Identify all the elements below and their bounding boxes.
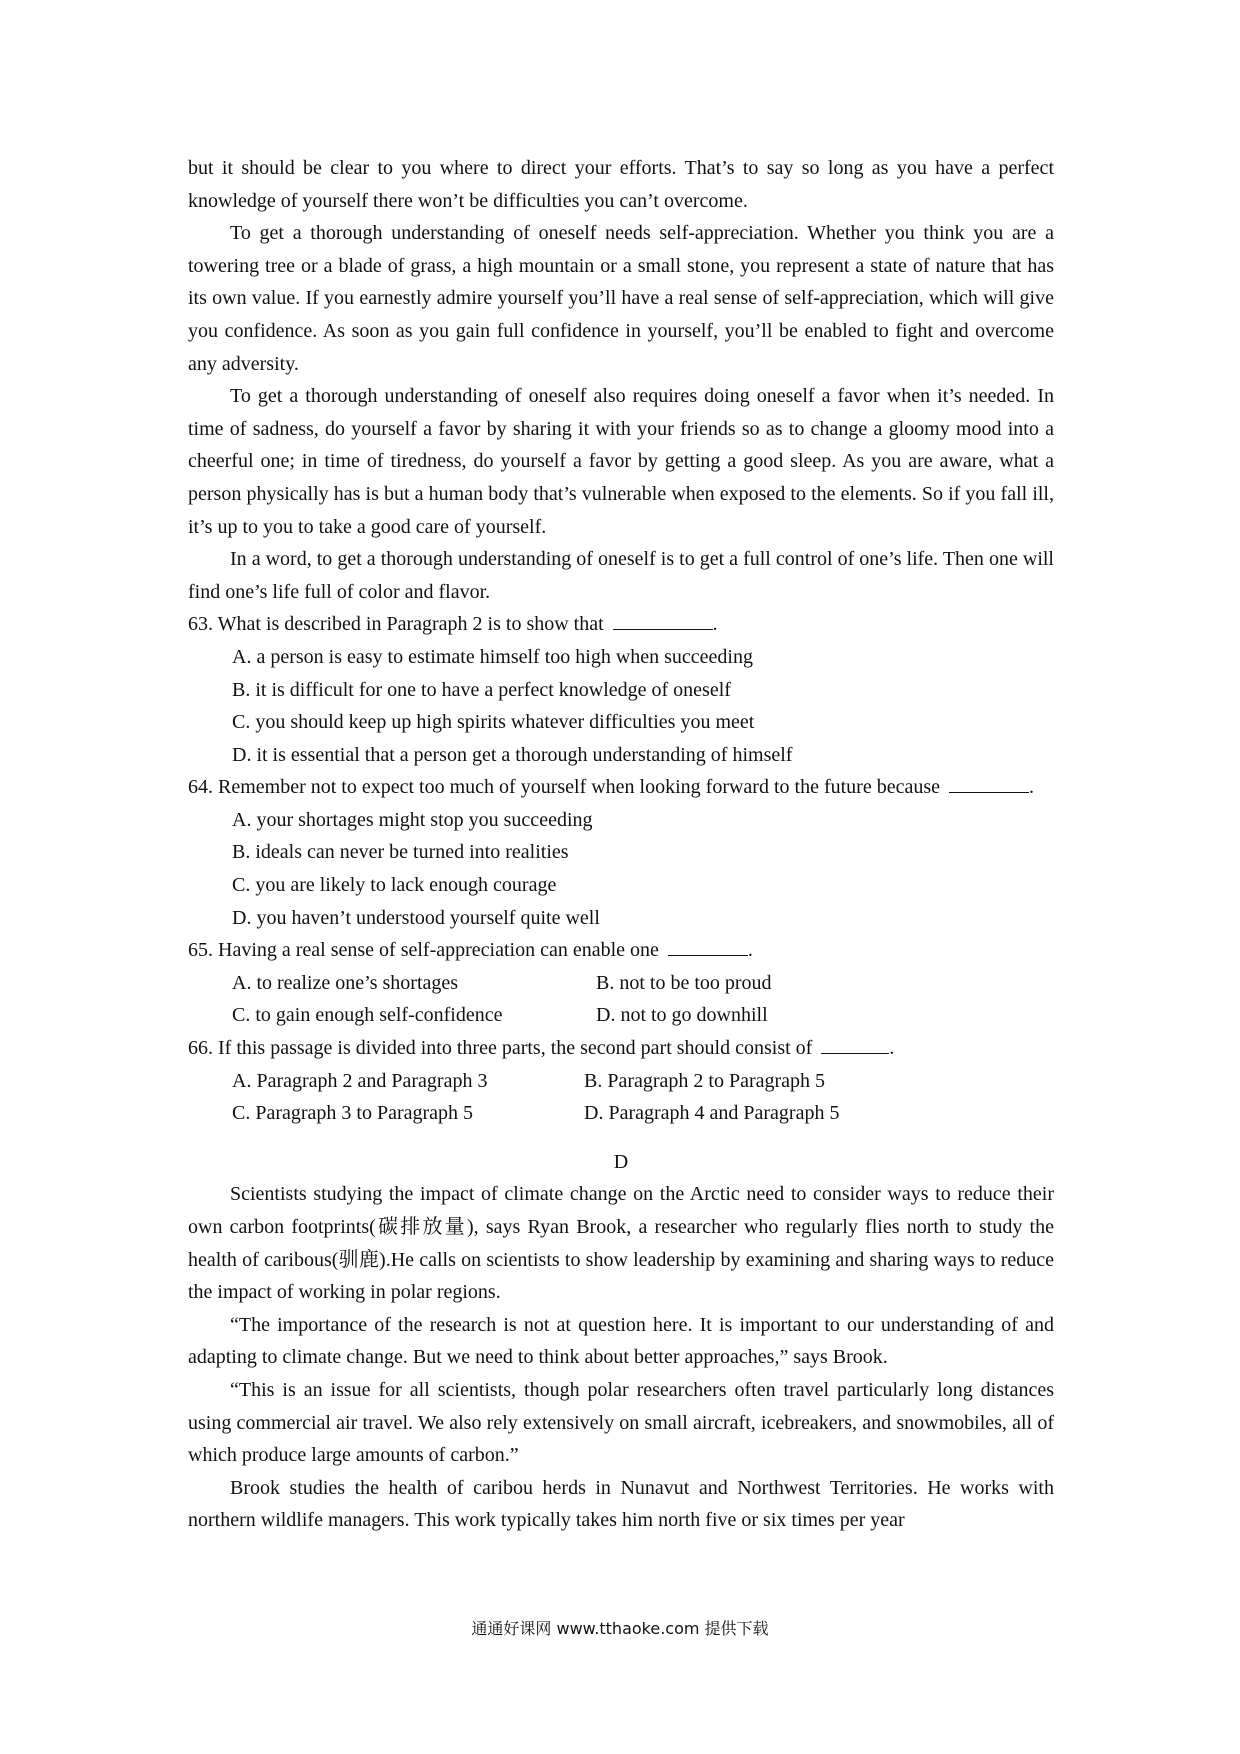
option-a: A. to realize one’s shortages <box>232 971 459 994</box>
option-b: B. ideals can never be turned into realities <box>232 841 569 864</box>
option-d: D. Paragraph 4 and Paragraph 5 <box>584 1102 840 1125</box>
option-d: D. you haven’t understood yourself quite well <box>232 906 600 929</box>
question-64 <box>188 771 1054 934</box>
section-heading: D <box>613 1150 629 1173</box>
passage-c-paragraph-1: but it should be clear to you where to direct your efforts. That’s to say so long as you have a perfect knowledge of yourself there won’t be difficulties you can’t overcome. <box>188 157 1054 212</box>
passage-c-paragraph-3: To get a thorough understanding of oneself also requires doing oneself a favor when it’s needed. In time of sadness, do yourself a favor by sharing it with your friends so as to change a gloomy mood into a cheerful one; in time of tiredness, do yourself a favor by getting a good sleep. As you are aware, what a person physically has is but a human body that’s vulnerable when exposed to the elements. So if you fall ill, it’s up to you to take a good care of yourself. <box>188 385 1054 538</box>
option-c: C. Paragraph 3 to Paragraph 5 <box>232 1102 474 1125</box>
option-a: A. a person is easy to estimate himself too high when succeeding <box>232 645 753 668</box>
option-a: A. your shortages might stop you succeeding <box>232 808 593 831</box>
end-mark: . <box>712 613 718 636</box>
question-66 <box>188 1032 1054 1130</box>
question-stem: 65. Having a real sense of self-appreciation can enable one <box>188 939 659 962</box>
question-stem: 66. If this passage is divided into three parts, the second part should consist of <box>188 1037 813 1060</box>
passage-c-paragraph-2: To get a thorough understanding of oneself needs self-appreciation. Whether you think you are a towering tree or a blade of grass, a high mountain or a small stone, you represent a state of nature that has its own value. If you earnestly admire yourself you’ll have a real sense of self-appreciation, which will give you confidence. As soon as you gain full confidence in yourself, you’ll be enabled to fight and overcome any adversity. <box>188 222 1054 375</box>
question-65 <box>188 934 1054 1032</box>
passage-d-paragraph-4: Brook studies the health of caribou herds in Nunavut and Northwest Territories. He works with northern wildlife managers. This work typically takes him north five or six times per year <box>188 1476 1054 1532</box>
document-page <box>188 152 1054 1537</box>
answer-blank <box>821 1035 889 1054</box>
end-mark: . <box>1029 776 1035 799</box>
question-stem: 63. What is described in Paragraph 2 is to show that <box>188 613 604 636</box>
question-stem: 64. Remember not to expect too much of yourself when looking forward to the future because <box>188 776 941 799</box>
page-footer: 通通好课网 www.tthaoke.com 提供下载 <box>471 1619 769 1638</box>
option-a: A. Paragraph 2 and Paragraph 3 <box>232 1069 488 1092</box>
answer-blank <box>949 774 1029 793</box>
passage-c-paragraph-4: In a word, to get a thorough understanding of oneself is to get a full control of one’s life. Then one will find one’s life full of color and flavor. <box>188 548 1054 603</box>
option-d: D. it is essential that a person get a thorough understanding of himself <box>232 743 793 766</box>
question-63 <box>188 608 1054 771</box>
option-b: B. it is difficult for one to have a perfect knowledge of oneself <box>232 678 731 701</box>
passage-d-paragraph-2: “The importance of the research is not at question here. It is important to our understanding of and adapting to climate change. But we need to think about better approaches,” says Brook. <box>188 1313 1054 1369</box>
option-c: C. to gain enough self-confidence <box>232 1004 503 1027</box>
option-c: C. you should keep up high spirits whatever difficulties you meet <box>232 711 755 734</box>
passage-d-paragraph-3: “This is an issue for all scientists, though polar researchers often travel particularly long distances using commercial air travel. We also rely extensively on small aircraft, icebreakers, and snowmobiles, all of which produce large amounts of carbon.” <box>188 1378 1054 1467</box>
answer-blank <box>668 937 748 956</box>
option-d: D. not to go downhill <box>596 1004 768 1027</box>
passage-d-paragraph-1: Scientists studying the impact of climate change on the Arctic need to consider ways to reduce their own carbon footprints(碳排放量), says Ryan Brook, a researcher who regularly flies north to study the health of caribous(驯鹿).He calls on scientists to show leadership by examining and sharing ways to reduce the impact of working in polar regions. <box>188 1183 1054 1304</box>
answer-blank <box>613 611 713 630</box>
option-b: B. not to be too proud <box>596 971 772 994</box>
end-mark: . <box>889 1037 895 1060</box>
end-mark: . <box>747 939 753 962</box>
option-b: B. Paragraph 2 to Paragraph 5 <box>584 1069 826 1092</box>
option-c: C. you are likely to lack enough courage <box>232 874 557 897</box>
